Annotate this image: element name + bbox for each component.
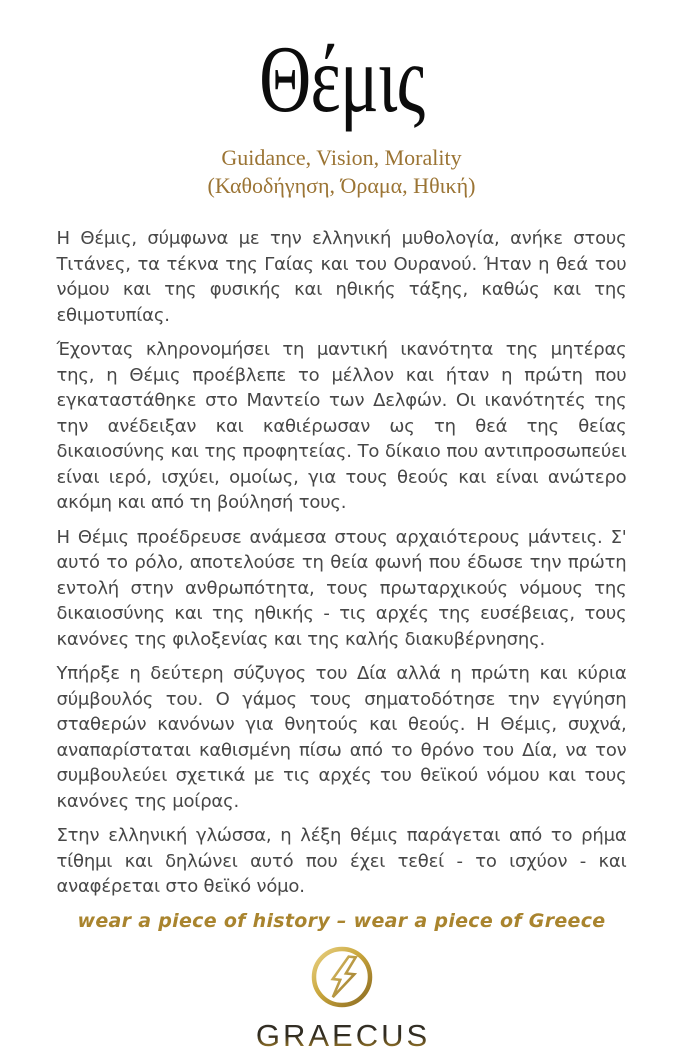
brand-tagline: wear a piece of history – wear a piece of Greece (77, 909, 606, 932)
page-title (0, 26, 683, 132)
subtitle (0, 144, 683, 200)
paragraph: Έχοντας κληρονομήσει τη μαντική ικανότητα της μητέρας της, η Θέμις προέβλεπε το μέλλον και ήταν η πρώτη που εγκαταστάθηκε στο Μαντείο των Δελφών. Οι ικανότητές της την ανέδειξαν και καθιέρωσαν ως τη θεά της θείας δικαιοσύνης και της προφητείας. Το δίκαιο που αντιπροσωπεύει είναι ιερό, ισχύει, ομοίως, για τους θεούς και είναι ανώτερο ακόμη και από τη βούλησή τους. (56, 339, 627, 514)
lightning-bolt-icon (309, 944, 375, 1010)
paragraph: Η Θέμις, σύμφωνα με την ελληνική μυθολογία, ανήκε στους Τιτάνες, τα τέκνα της Γαίας και του Ουρανού. Ήταν η θεά του νόμου και της φυσικής και ηθικής τάξης, καθώς και της εθιμοτυπίας. (56, 228, 627, 326)
subtitle-english: Guidance, Vision, Morality (221, 145, 462, 171)
paragraph: Στην ελληνική γλώσσα, η λέξη θέμις παράγεται από το ρήμα τίθημι και δηλώνει αυτό που έχει τεθεί - το ισχύον - και αναφέρεται στο θεϊκό νόμο. (56, 825, 627, 898)
brand-logo (0, 944, 683, 1054)
page-title-text: Θέμις (258, 26, 425, 132)
brand-wordmark: GRAECUS (0, 1018, 683, 1054)
paragraph: Η Θέμις προέδρευσε ανάμεσα στους αρχαιότερους μάντεις. Σ' αυτό το ρόλο, αποτελούσε τη θεία φωνή που έδωσε την πρώτη εντολή στην ανθρωπότητα, τους πρωταρχικούς νόμους της δικαιοσύνης και της ηθικής - τις αρχές της ευσέβειας, τους κανόνες της φιλοξενίας και της καλής διακυβέρνησης. (56, 526, 627, 650)
paragraph: Υπήρξε η δεύτερη σύζυγος του Δία αλλά η πρώτη και κύρια σύμβουλός του. Ο γάμος τους σηματοδότησε την εγγύηση σταθερών κανόνων για θνητούς και θεούς. Η Θέμις, συχνά, αναπαρίσταται καθισμένη πίσω από το θρόνο του Δία, να τον συμβουλεύει σχετικά με τις αρχές του θεϊκού νόμου και τους κανόνες της μοίρας. (56, 663, 627, 812)
description-text (57, 226, 627, 900)
subtitle-greek: (Καθοδήγηση, Όραμα, Ηθική) (207, 173, 476, 199)
